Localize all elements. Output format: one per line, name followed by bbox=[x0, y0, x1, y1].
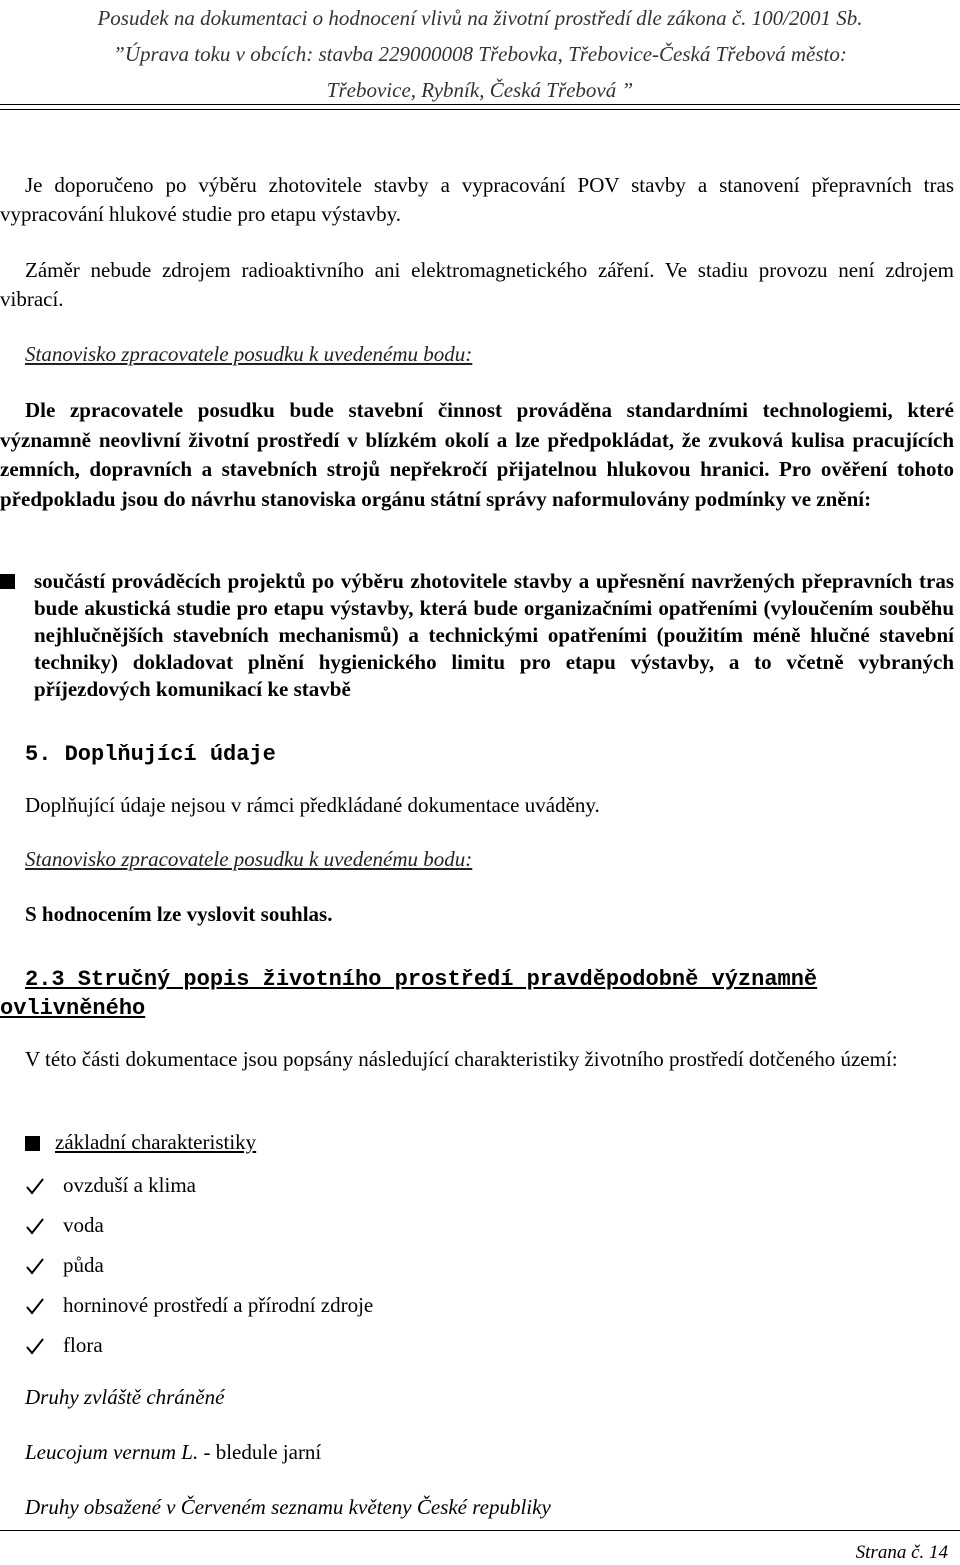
checklist-item-label: flora bbox=[63, 1333, 103, 1357]
header-line-3: Třebovice, Rybník, Česká Třebová ” bbox=[326, 78, 634, 102]
checklist-item bbox=[25, 1333, 103, 1358]
paragraph-stanovisko-text: Dle zpracovatele posudku bude stavební činnost prováděna standardními technologiemi, které významně neovlivní životní prostředí v blízkém okolí a lze předpokládat, že zvuková kulisa pracujících zemních, dopravních a stavebních strojů nepřekročí přijatelnou hlukovou hranici. Pro ověření tohoto předpokladu jsou do návrhu stanoviska orgánu státní správy naformulovány podmínky ve znění: bbox=[0, 398, 954, 511]
druhy-cerveny-seznam: Druhy obsažené v Červeném seznamu květeny České republiky bbox=[25, 1495, 551, 1519]
section-heading-2-3: 2.3 Stručný popis životního prostředí pravděpodobně významně bbox=[25, 967, 818, 992]
bullet-item-zakladni bbox=[25, 1130, 954, 1155]
checklist-item-label: voda bbox=[63, 1213, 104, 1237]
checklist-item-label: ovzduší a klima bbox=[63, 1173, 196, 1197]
checkmark-icon bbox=[25, 1176, 45, 1196]
footer-divider bbox=[0, 1530, 960, 1531]
header-line-1: Posudek na dokumentaci o hodnocení vlivů na životní prostředí dle zákona č. 100/2001 Sb. bbox=[97, 6, 863, 30]
square-bullet-icon bbox=[25, 1136, 40, 1151]
checklist-item bbox=[25, 1253, 104, 1278]
checkmark-icon bbox=[25, 1336, 45, 1356]
druhy-chranene: Druhy zvláště chráněné bbox=[25, 1385, 225, 1409]
section-heading-2-3-cont: ovlivněného bbox=[0, 996, 146, 1021]
stanovisko-heading-2: Stanovisko zpracovatele posudku k uvedenému bodu: bbox=[25, 847, 473, 871]
page-number: Strana č. 14 bbox=[855, 1542, 948, 1563]
checkmark-icon bbox=[25, 1256, 45, 1276]
paragraph-doplnujici: Doplňující údaje nejsou v rámci předkládané dokumentace uváděny. bbox=[25, 793, 600, 817]
paragraph-souhlas: S hodnocením lze vyslovit souhlas. bbox=[25, 902, 333, 926]
bullet-item-podminka bbox=[0, 568, 954, 703]
checklist-item bbox=[25, 1173, 196, 1198]
header-line-2: ”Úprava toku v obcích: stavba 229000008 Třebovka, Třebovice-Česká Třebová město: bbox=[113, 42, 847, 66]
bullet-text-podminka: součástí prováděcích projektů po výběru zhotovitele stavby a upřesnění navržených přepravních tras bude akustická studie pro etapu výstavby, která bude organizačními opatřeními (vyloučením souběhu nejhlučnějších stavebních mechanismů) a technickými opatřeními (použitím méně hlučné stavební techniky) dokladovat plnění hygienického limitu pro etapu výstavby, a to včetně vybraných příjezdových komunikací ke stavbě bbox=[34, 569, 954, 701]
species-entry bbox=[25, 1440, 954, 1465]
checklist-item-label: horninové prostředí a přírodní zdroje bbox=[63, 1293, 374, 1317]
checklist-item bbox=[25, 1213, 104, 1238]
checklist-item-label: půda bbox=[63, 1253, 104, 1277]
header-divider bbox=[0, 104, 960, 110]
checklist-item bbox=[25, 1293, 373, 1318]
species-latin-name: Leucojum vernum L. bbox=[25, 1440, 199, 1464]
checkmark-icon bbox=[25, 1216, 45, 1236]
section-heading-5: 5. Doplňující údaje bbox=[25, 742, 276, 767]
stanovisko-heading-1: Stanovisko zpracovatele posudku k uvedenému bodu: bbox=[25, 342, 473, 366]
page-header bbox=[0, 0, 960, 108]
bullet-text-zakladni: základní charakteristiky bbox=[55, 1130, 257, 1154]
checkmark-icon bbox=[25, 1296, 45, 1316]
paragraph-charakteristiky: V této části dokumentace jsou popsány následující charakteristiky životního prostředí dotčeného území: bbox=[25, 1047, 898, 1071]
paragraph-hluk-studie: Je doporučeno po výběru zhotovitele stavby a vypracování POV stavby a stanovení přepravních tras vypracování hlukové studie pro etapu výstavby. bbox=[0, 173, 954, 226]
species-czech-name: - bledule jarní bbox=[198, 1440, 322, 1464]
paragraph-zareni: Záměr nebude zdrojem radioaktivního ani elektromagnetického záření. Ve stadiu provozu není zdrojem vibrací. bbox=[0, 258, 954, 311]
square-bullet-icon bbox=[0, 574, 15, 589]
